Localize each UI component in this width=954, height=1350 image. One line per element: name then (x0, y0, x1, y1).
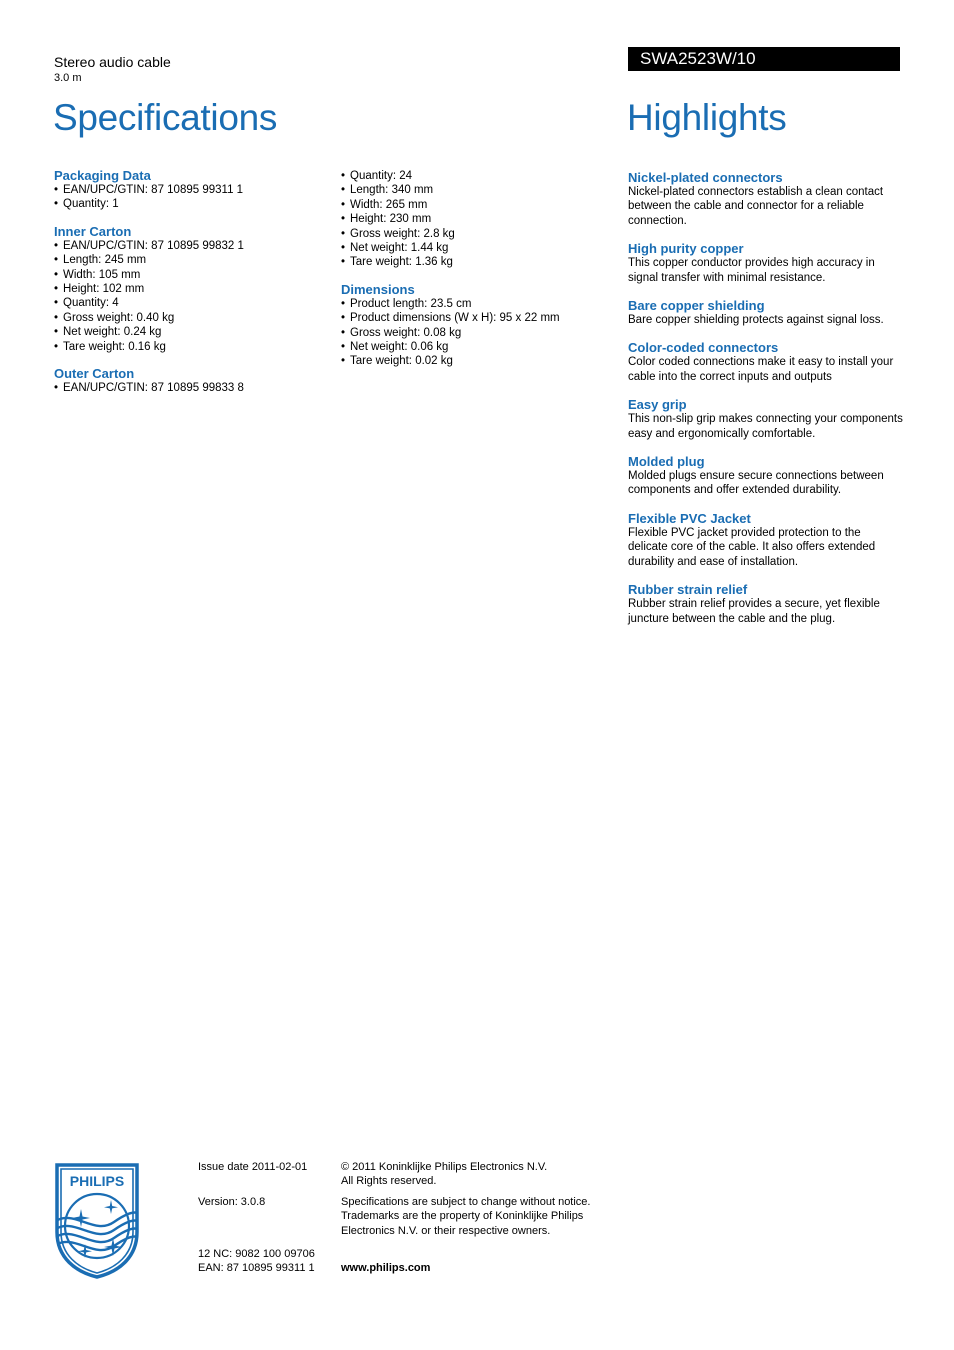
highlight-text: Flexible PVC jacket provided protection to the delicate core of the cable. It also offers extended durability and ease of installation. (628, 526, 876, 568)
spec-item: • Tare weight: 0.16 kg (54, 340, 324, 354)
section-title: Packaging Data (54, 168, 151, 183)
spec-item: • Quantity: 24 (341, 169, 611, 183)
specs-column-left (54, 168, 324, 407)
highlight-text: This copper conductor provides high accuracy in signal transfer with minimal resistance. (628, 257, 875, 284)
highlight-item (628, 298, 903, 327)
spec-item: • EAN/UPC/GTIN: 87 10895 99833 8 (54, 381, 324, 395)
spec-item: • Length: 340 mm (341, 183, 611, 197)
logo-wordmark: PHILIPS (69, 1173, 125, 1189)
model-number-bar: SWA2523W/10 (628, 47, 900, 71)
spec-item: • Net weight: 0.24 kg (54, 325, 324, 339)
spec-item: • Gross weight: 2.8 kg (341, 227, 611, 241)
notice-line-3: Electronics N.V. or their respective owners. (341, 1225, 551, 1237)
highlight-item (628, 511, 903, 569)
product-length: 3.0 m (54, 72, 82, 84)
spec-list (54, 239, 324, 354)
spec-list (54, 183, 324, 212)
section-title: Dimensions (341, 281, 415, 297)
spec-item: • Net weight: 1.44 kg (341, 241, 611, 255)
highlight-text: Color coded connections make it easy to install your cable into the correct inputs and outputs (628, 356, 894, 383)
spec-item: • Height: 230 mm (341, 212, 611, 226)
spec-item: • Width: 265 mm (341, 198, 611, 212)
notice-line-2: Trademarks are the property of Koninklijke Philips (341, 1210, 584, 1222)
highlight-text: Rubber strain relief provides a secure, yet flexible juncture between the cable and the plug. (628, 598, 880, 625)
highlights-column (628, 170, 903, 639)
spec-item: • Gross weight: 0.08 kg (341, 326, 611, 340)
spec-item: • Quantity: 4 (54, 296, 324, 310)
outer-carton-continued (341, 169, 611, 270)
highlight-title: Color-coded connectors (628, 340, 779, 356)
spec-item: • Net weight: 0.06 kg (341, 340, 611, 354)
specs-column-middle (341, 169, 611, 381)
highlight-text: Bare copper shielding protects against signal loss. (628, 314, 884, 327)
product-name: Stereo audio cable (54, 54, 171, 70)
highlights-heading: Highlights (627, 97, 787, 138)
spec-item: • Height: 102 mm (54, 282, 324, 296)
highlight-text: This non-slip grip makes connecting your components easy and ergonomically comfortable. (628, 413, 903, 440)
spec-item: • Quantity: 1 (54, 197, 324, 211)
highlight-item (628, 454, 903, 498)
highlight-title: High purity copper (628, 241, 744, 257)
spec-item: • EAN/UPC/GTIN: 87 10895 99311 1 (54, 183, 324, 197)
highlight-title: Nickel-plated connectors (628, 170, 783, 185)
twelve-nc: 12 NC: 9082 100 09706 (198, 1248, 315, 1260)
spec-item: • Length: 245 mm (54, 253, 324, 267)
spec-item: • Product dimensions (W x H): 95 x 22 mm (341, 311, 611, 325)
highlight-item (628, 397, 903, 441)
highlight-title: Flexible PVC Jacket (628, 510, 751, 526)
highlight-text: Nickel-plated connectors establish a clean contact between the cable and connector for a reliable connection. (628, 186, 884, 227)
spec-item: • Tare weight: 1.36 kg (341, 255, 611, 269)
rights-reserved: All Rights reserved. (341, 1175, 437, 1187)
copyright-line: © 2011 Koninklijke Philips Electronics N.V. (341, 1161, 548, 1173)
notice-line-1: Specifications are subject to change without notice. (341, 1196, 591, 1208)
spec-list (54, 381, 324, 395)
spec-item: • EAN/UPC/GTIN: 87 10895 99832 1 (54, 239, 324, 253)
spec-item: • Width: 105 mm (54, 268, 324, 282)
spec-item: • Tare weight: 0.02 kg (341, 354, 611, 368)
highlight-text: Molded plugs ensure secure connections between components and offer extended durability. (628, 470, 884, 497)
highlight-title: Molded plug (628, 454, 705, 470)
section-title: Outer Carton (54, 366, 135, 382)
ean-code: EAN: 87 10895 99311 1 (198, 1262, 315, 1274)
highlight-item (628, 241, 903, 285)
specifications-heading: Specifications (53, 97, 278, 138)
website-link[interactable]: www.philips.com (341, 1262, 431, 1274)
issue-date: Issue date 2011-02-01 (198, 1161, 308, 1173)
highlight-title: Easy grip (628, 397, 687, 413)
spec-item: • Gross weight: 0.40 kg (54, 311, 324, 325)
highlight-item (628, 582, 903, 626)
highlight-item (628, 340, 903, 384)
highlight-item (628, 170, 903, 228)
packaging-data-section (54, 168, 324, 212)
highlight-title: Bare copper shielding (628, 298, 765, 314)
version: Version: 3.0.8 (198, 1196, 266, 1208)
philips-shield-logo (54, 1162, 140, 1280)
dimensions-section (341, 282, 611, 369)
spec-list (341, 169, 611, 270)
highlight-title: Rubber strain relief (628, 582, 748, 598)
section-title: Inner Carton (54, 223, 132, 239)
inner-carton-section (54, 224, 324, 354)
spec-item: • Product length: 23.5 cm (341, 297, 611, 311)
spec-list (341, 297, 611, 369)
outer-carton-section (54, 366, 324, 395)
